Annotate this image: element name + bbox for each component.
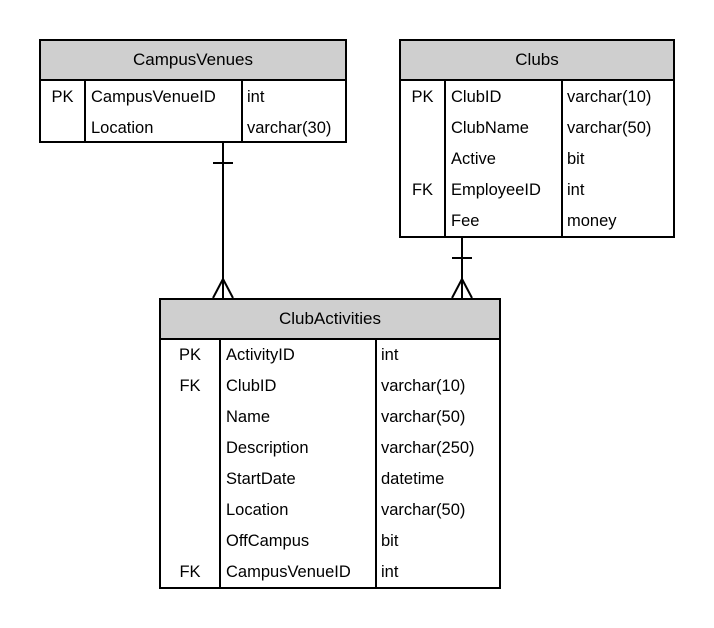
relationship-clubs-club-activities[interactable] xyxy=(452,238,472,298)
field-type: varchar(250) xyxy=(381,439,475,457)
field-type: bit xyxy=(381,532,399,550)
key-cell: FK xyxy=(179,563,201,581)
field-type: varchar(10) xyxy=(567,88,652,106)
field-type: int xyxy=(247,88,265,106)
relationship-campus-venues-club-activities[interactable] xyxy=(213,143,233,298)
key-cell: PK xyxy=(51,88,74,106)
field-name: ClubName xyxy=(451,119,529,137)
entity-title: Clubs xyxy=(401,41,673,81)
field-name: EmployeeID xyxy=(451,181,541,199)
crows-foot-right xyxy=(223,279,233,298)
field-type: varchar(50) xyxy=(567,119,652,137)
field-type: varchar(30) xyxy=(247,119,332,137)
field-name: OffCampus xyxy=(226,532,310,550)
field-name: Fee xyxy=(451,212,480,230)
field-type: varchar(10) xyxy=(381,377,466,395)
field-name: CampusVenueID xyxy=(91,88,216,106)
key-cell: FK xyxy=(179,377,201,395)
field-type: varchar(50) xyxy=(381,501,466,519)
crows-foot-right xyxy=(462,279,472,298)
field-type: bit xyxy=(567,150,585,168)
entity-title: CampusVenues xyxy=(41,41,345,81)
field-name: Location xyxy=(226,501,289,519)
key-cell: PK xyxy=(178,346,201,364)
field-type: money xyxy=(567,212,617,230)
key-cell: FK xyxy=(411,181,434,199)
crows-foot-left xyxy=(213,279,223,298)
field-type: int xyxy=(381,563,399,581)
field-name: ClubID xyxy=(451,88,502,106)
field-name: Description xyxy=(226,439,309,457)
field-name: Location xyxy=(91,119,154,137)
field-name: ClubID xyxy=(226,377,277,395)
field-name: StartDate xyxy=(226,470,296,488)
field-name: CampusVenueID xyxy=(226,563,351,581)
field-type: int xyxy=(381,346,399,364)
field-type: varchar(50) xyxy=(381,408,466,426)
field-name: Active xyxy=(451,150,496,168)
key-cell: PK xyxy=(411,88,434,106)
field-type: int xyxy=(567,181,585,199)
field-name: Name xyxy=(226,408,271,426)
crows-foot-left xyxy=(452,279,462,298)
entity-title: ClubActivities xyxy=(161,300,499,340)
field-name: ActivityID xyxy=(226,346,295,364)
field-type: datetime xyxy=(381,470,445,488)
